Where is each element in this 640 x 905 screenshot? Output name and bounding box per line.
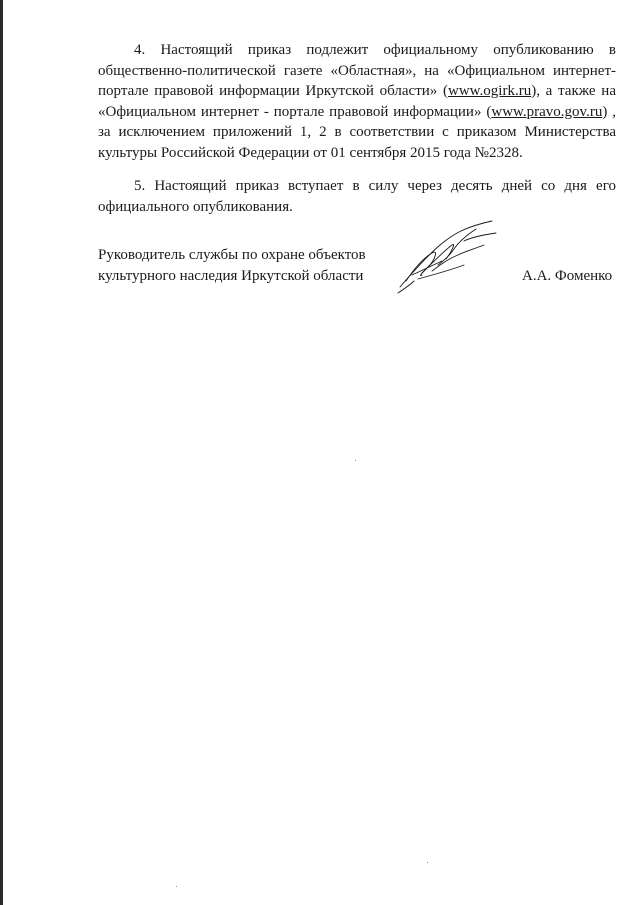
signatory-title-line-1: Руководитель службы по охране объектов	[98, 247, 366, 263]
paragraph-4-line-2: общественно-политической газете «Областная», на «Официальном интернет-	[98, 62, 616, 79]
handwritten-signature	[392, 215, 502, 295]
scan-edge	[0, 0, 3, 905]
paragraph-5	[98, 176, 616, 217]
paragraph-4-line-3-text-a: портале правовой информации Иркутской области» (	[98, 83, 449, 99]
scan-speck	[355, 460, 356, 461]
paragraph-4-line-5: за исключением приложений 1, 2 в соответствии с приказом Министерства	[98, 124, 616, 140]
paragraph-4	[98, 40, 616, 163]
signatory-title	[98, 245, 366, 286]
paragraph-4-line-4-text-b: ) ,	[602, 103, 616, 120]
paragraph-4-line-3	[98, 81, 616, 102]
signatory-title-line-2: культурного наследия Иркутской области	[98, 267, 364, 284]
scan-speck	[176, 886, 177, 887]
signatory-name: А.А. Фоменко	[522, 268, 613, 284]
paragraph-4-line-3-text-b: ), а также на	[531, 83, 616, 99]
paragraph-4-line-4-text-a: «Официальном интернет - портале правовой информации» (	[98, 103, 492, 120]
ogirk-link[interactable]: www.ogirk.ru	[448, 83, 532, 99]
paragraph-4-line-6: культуры Российской Федерации от 01 сентября 2015 года №2328.	[98, 144, 523, 161]
paragraph-5-line-2: официального опубликования.	[98, 198, 293, 215]
paragraph-4-line-4	[98, 102, 616, 123]
paragraph-4-line-1: 4. Настоящий приказ подлежит официальному опубликованию в	[134, 42, 616, 58]
pravo-link[interactable]: www.pravo.gov.ru	[491, 103, 603, 120]
scan-speck	[427, 862, 428, 863]
paragraph-5-line-1: 5. Настоящий приказ вступает в силу через десять дней со дня его	[134, 178, 616, 194]
